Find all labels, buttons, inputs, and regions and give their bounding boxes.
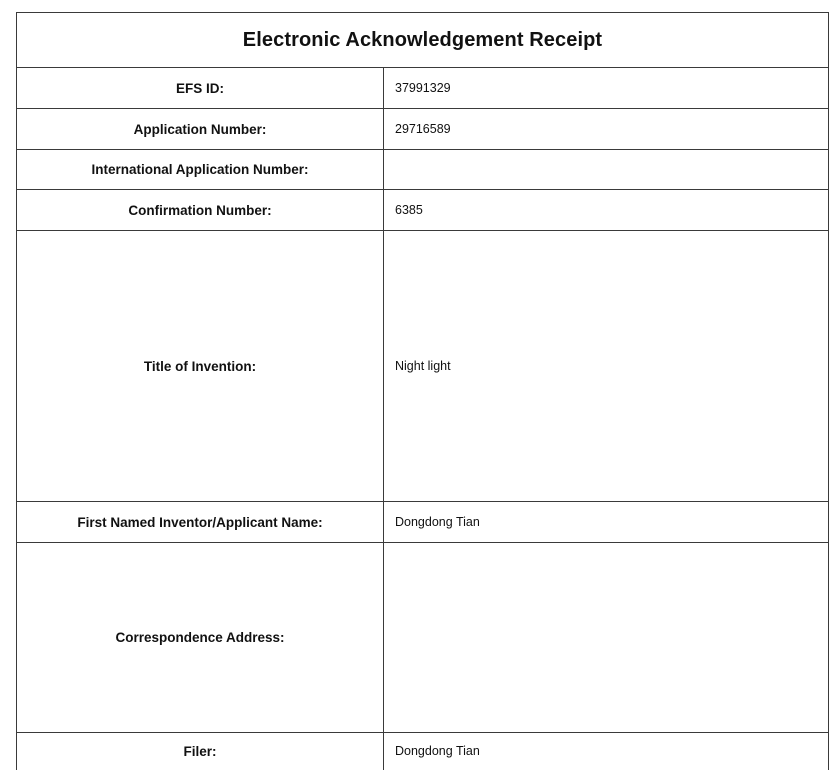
row-confirmation-number [17,190,828,231]
receipt-title-row [17,13,828,68]
row-correspondence-address [17,543,828,733]
row-efs-id [17,68,828,109]
first-named-inventor-value: Dongdong Tian [395,515,480,529]
international-application-number-value [384,150,828,189]
application-number-value: 29716589 [395,122,451,136]
application-number-label: Application Number: [17,109,384,149]
title-of-invention-value: Night light [395,359,451,373]
row-international-application-number [17,150,828,190]
filer-value: Dongdong Tian [395,744,480,758]
title-of-invention-label: Title of Invention: [17,231,384,501]
international-application-number-label: International Application Number: [17,150,384,189]
row-filer [17,733,828,770]
row-first-named-inventor [17,502,828,543]
efs-id-label: EFS ID: [17,68,384,108]
filer-label: Filer: [17,733,384,770]
receipt-title: Electronic Acknowledgement Receipt [242,28,603,51]
efs-id-value: 37991329 [395,81,451,95]
correspondence-address-value [384,543,828,732]
first-named-inventor-label: First Named Inventor/Applicant Name: [17,502,384,542]
confirmation-number-value: 6385 [395,203,423,217]
confirmation-number-label: Confirmation Number: [17,190,384,230]
row-application-number [17,109,828,150]
acknowledgement-receipt-table [16,12,829,770]
correspondence-address-label: Correspondence Address: [17,543,384,732]
row-title-of-invention [17,231,828,502]
